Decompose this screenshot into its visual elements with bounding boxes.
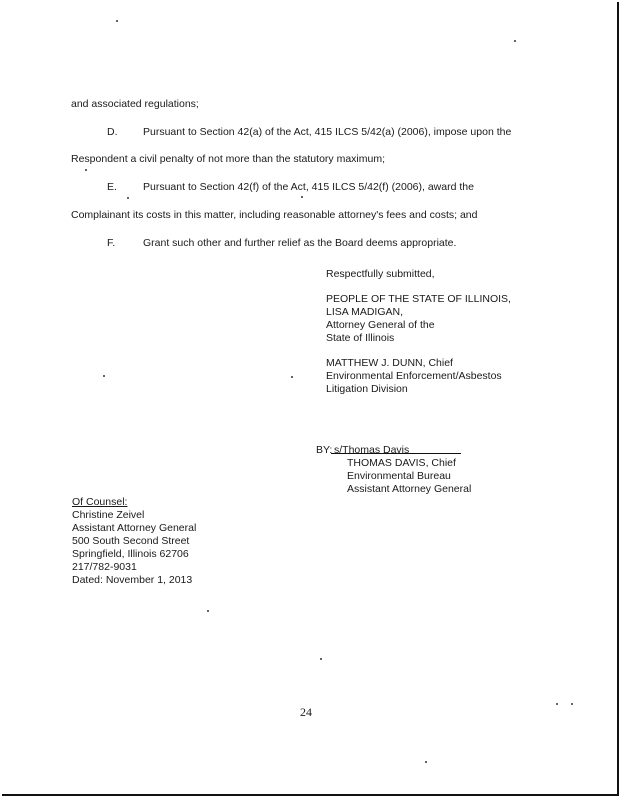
signer-line: Environmental Bureau: [347, 470, 451, 482]
party-line: LISA MADIGAN,: [326, 306, 404, 318]
signer-line: Assistant Attorney General: [347, 483, 472, 495]
item-d-letter: D.: [107, 126, 118, 138]
division-line: Litigation Division: [326, 383, 408, 395]
scan-speck: [85, 169, 87, 171]
counsel-line: Springfield, Illinois 62706: [72, 548, 189, 560]
counsel-line: Assistant Attorney General: [72, 522, 197, 534]
counsel-line: 217/782-9031: [72, 561, 137, 573]
item-d-text: Pursuant to Section 42(a) of the Act, 415 ILCS 5/42(a) (2006), impose upon the: [143, 126, 512, 138]
counsel-line: Dated: November 1, 2013: [72, 574, 193, 586]
counsel-line: Christine Zeivel: [72, 509, 145, 521]
scan-speck: [116, 20, 118, 22]
item-e-text: Pursuant to Section 42(f) of the Act, 415 ILCS 5/42(f) (2006), award the: [143, 181, 474, 193]
party-line: Attorney General of the: [326, 319, 435, 331]
item-e-continuation: Complainant its costs in this matter, including reasonable attorney's fees and costs; and: [71, 209, 478, 221]
counsel-heading: Of Counsel:: [72, 496, 128, 508]
division-line: MATTHEW J. DUNN, Chief: [326, 357, 453, 369]
scan-speck: [127, 197, 129, 199]
scan-speck: [320, 658, 322, 660]
scan-speck: [207, 610, 209, 612]
party-line: PEOPLE OF THE STATE OF ILLINOIS,: [326, 293, 511, 305]
scan-speck: [301, 196, 303, 198]
by-signature: s/Thomas Davis: [334, 444, 410, 456]
scan-speck: [291, 376, 293, 378]
item-f-letter: F.: [107, 237, 116, 249]
counsel-line: 500 South Second Street: [72, 535, 190, 547]
scan-speck: [425, 761, 427, 763]
signer-line: THOMAS DAVIS, Chief: [347, 457, 456, 469]
item-e-letter: E.: [107, 181, 117, 193]
by-label: BY:: [316, 444, 333, 456]
item-d-continuation: Respondent a civil penalty of not more than the statutory maximum;: [71, 153, 385, 165]
scan-speck: [556, 703, 558, 705]
scan-speck: [571, 703, 573, 705]
party-line: State of Illinois: [326, 332, 395, 344]
closing-text: Respectfully submitted,: [326, 268, 435, 280]
scan-speck: [103, 375, 105, 377]
page-border: [2, 2, 619, 796]
item-f-text: Grant such other and further relief as the Board deems appropriate.: [143, 237, 457, 249]
scan-speck: [514, 40, 516, 42]
division-line: Environmental Enforcement/Asbestos: [326, 370, 502, 382]
page-number: 24: [300, 705, 312, 719]
continuation-text: and associated regulations;: [71, 98, 199, 110]
signature-line: [331, 453, 461, 454]
